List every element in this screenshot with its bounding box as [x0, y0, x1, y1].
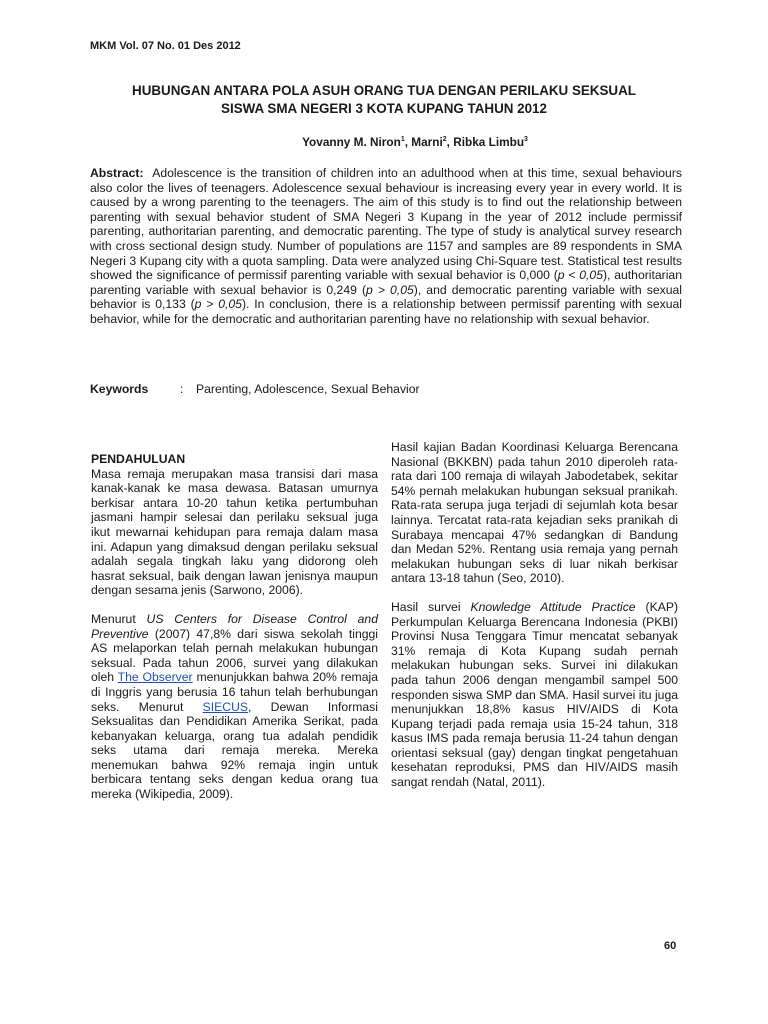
author-name: Yovanny M. Niron — [302, 135, 401, 149]
keywords-label: Keywords — [90, 382, 149, 396]
section-heading: PENDAHULUAN — [91, 452, 186, 466]
keywords-value: Parenting, Adolescence, Sexual Behavior — [196, 382, 420, 396]
paragraph — [391, 600, 678, 790]
author-separator: , — [404, 135, 412, 149]
paragraph-text: Hasil survei — [391, 599, 471, 614]
journal-header: MKM Vol. 07 No. 01 Des 2012 — [90, 40, 241, 52]
title-line-2: SISWA SMA NEGERI 3 KOTA KUPANG TAHUN 2012 — [221, 101, 547, 116]
author-affiliation-mark: 2 — [442, 136, 447, 144]
paragraph-text: , Dewan Informasi Seksualitas dan Pendidikan Amerika Serikat, pada kebanyakan keluarga, orang tua adalah pendidik seks utama dari remaja mereka. Mereka menemukan bahwa 92% remaja ingin untuk berbicara tentang seks dengan kedua orang tua mereka (Wikipedia, 2009). — [91, 699, 378, 802]
italic-term: US Centers for Disease Control and Preventive — [91, 611, 378, 641]
author-affiliation-mark: 3 — [524, 136, 528, 144]
author-name: Ribka Limbu — [453, 135, 525, 149]
page-number: 60 — [664, 940, 677, 952]
observer-link[interactable]: The Observer — [117, 670, 193, 685]
abstract-label: Abstract: — [90, 166, 144, 180]
paragraph-text: (KAP) Perkumpulan Keluarga Berencana Indonesia (PKBI) Provinsi Nusa Tenggara Timur mencatat sebanyak 31% remaja di Kota Kupang sudah pernah melakukan hubungan seks. Survei ini dilakukan pada tahun 2006 dengan mengambil sampel 500 responden siswa SMP dan SMA. Hasil survei itu juga menunjukkan 18,8% kasus HIV/AIDS di Kota Kupang terjadi pada remaja usia 15-24 tahun, 318 kasus IMS pada remaja berusia 11-24 tahun dengan orientasi seksual (gay) dengan tingkat pengetahuan kesehatan reproduksi, PMS dan HIV/AIDS masih sangat rendah (Natal, 2011). — [391, 599, 679, 790]
p-value: p > 0,05 — [194, 297, 242, 312]
author-affiliation-mark: 1 — [400, 136, 405, 144]
p-value: p < 0,05 — [557, 268, 603, 283]
paragraph — [91, 612, 378, 802]
paragraph-text: Menurut — [91, 611, 147, 626]
keywords-colon: : — [180, 382, 184, 396]
p-value: p > 0,05 — [366, 282, 414, 297]
paper-title — [80, 82, 688, 118]
author-separator: , — [446, 135, 454, 149]
keywords-row — [90, 382, 420, 396]
italic-term: Knowledge Attitude Practice — [470, 599, 636, 614]
paragraph-text: (2007) 47,8% dari siswa sekolah tinggi AS melaporkan telah pernah melakukan hubungan seksual. Pada tahun 2006, survei yang dilakukan oleh — [91, 626, 378, 685]
abstract — [90, 166, 682, 327]
abstract-text: ). In conclusion, there is a relationship between permissif parenting with sexual behavior, while for the democratic and authoritarian parenting have no relationship with sexual behavior. — [90, 297, 682, 326]
siecus-link[interactable]: SIECUS — [202, 699, 249, 714]
author-name: Marni — [411, 135, 443, 149]
abstract-text: ), authoritarian parenting variable with sexual behavior is 0,249 ( — [90, 268, 682, 297]
paragraph-text: menunjukkan bahwa 20% remaja di Inggris yang berusia 16 tahun telah berhubungan seks. Menurut — [91, 670, 378, 714]
abstract-text: ), and democratic parenting variable with sexual behavior is 0,133 ( — [90, 282, 682, 312]
author-list — [270, 135, 560, 149]
paragraph: Hasil kajian Badan Koordinasi Keluarga Berencana Nasional (BKKBN) pada tahun 2010 diperoleh rata-rata dari 100 remaja di wilayah Jabodetabek, sekitar 54% pernah melakukan hubungan seksual pranikah. Rata-rata serupa juga terjadi di sejumlah kota besar lainnya. Tercatat rata-rata kejadian seks pranikah di Surabaya mencapai 47% sedangkan di Bandung dan Medan 52%. Rentang usia remaja yang pernah melakukan hubungan seks di luar nikah berkisar antara 13-18 tahun (Seo, 2010). — [391, 440, 678, 586]
title-line-1: HUBUNGAN ANTARA POLA ASUH ORANG TUA DENGAN PERILAKU SEKSUAL — [132, 83, 636, 98]
right-column — [391, 440, 678, 804]
left-column — [91, 452, 378, 816]
paragraph: Masa remaja merupakan masa transisi dari masa kanak-kanak ke masa dewasa. Batasan umurnya berkisar antara 10-20 tahun ketika pertumbuhan jasmani hampir selesai dan perilaku seksual juga ikut mewarnai kehidupan para remaja dalam masa ini. Adapun yang dimaksud dengan perilaku seksual adalah segala tingkah laku yang didorong oleh hasrat seksual, baik dengan lawan jenisnya maupun dengan sesama jenis (Sarwono, 2006). — [91, 466, 378, 598]
abstract-text: Adolescence is the transition of children into an adulthood when at this time, sexual behaviours also color the lives of teenagers. Adolescence sexual behaviour is increasing every year in every world. It is caused by a wrong parenting to the teenagers. The aim of this study is to find out the relationship between parenting with sexual behavior student of SMA Negeri 3 Kupang in the year of 2012 include permissif parenting, authoritarian parenting, and democratic parenting. The type of study is analytical survey research with cross sectional design study. Number of populations are 1157 and samples are 89 respondents in SMA Negeri 3 Kupang city with a quota sampling. Data were analyzed using Chi-Square test. Statistical test results showed the significance of permissif parenting variable with sexual behavior is 0,000 ( — [90, 166, 682, 283]
